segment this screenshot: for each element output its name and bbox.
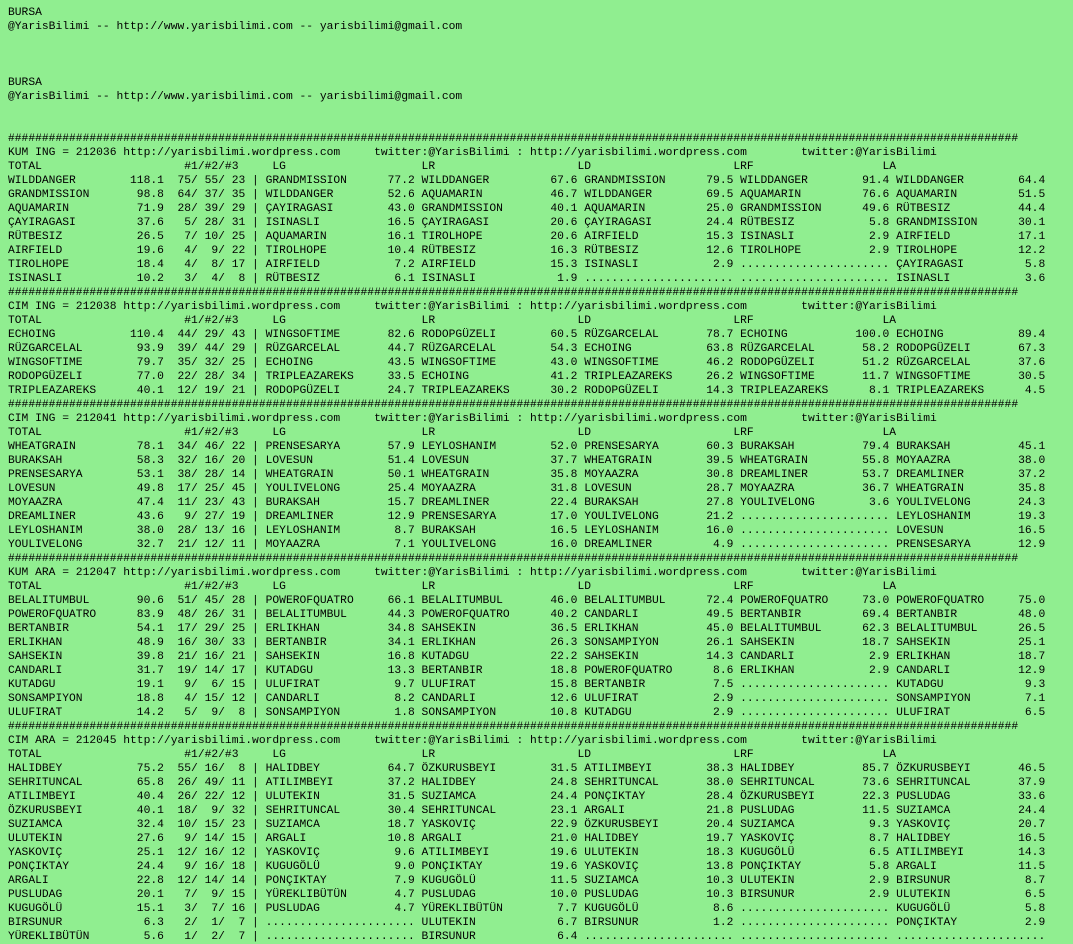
text-line: BURSA — [8, 77, 42, 89]
text-line: RODOPGÜZELI 77.0 22/ 28/ 34 | TRIPLEAZAREKS 33.5 ECHOING 41.2 TRIPLEAZAREKS 26.2 WINGSOFTIME 11.7 WINGSOFTIME 30.5 — [8, 371, 1046, 383]
text-line: YÜREKLIBÜTÜN 5.6 1/ 2/ 7 | ...................... BIRSUNUR 6.4 ...................... ...................... ...................... — [8, 931, 1046, 943]
text-line: GRANDMISSION 98.8 64/ 37/ 35 | WILDDANGER 52.6 AQUAMARIN 46.7 WILDDANGER 69.5 AQUAMARIN 76.6 AQUAMARIN 51.5 — [8, 189, 1046, 201]
text-line: TOTAL #1/#2/#3 LG LR LD LRF LA — [8, 315, 897, 327]
text-line: MOYAAZRA 47.4 11/ 23/ 43 | BURAKSAH 15.7 DREAMLINER 22.4 BURAKSAH 27.8 YOULIVELONG 3.6 YOULIVELONG 24.3 — [8, 497, 1046, 509]
text-line: SONSAMPIYON 18.8 4/ 15/ 12 | CANDARLI 8.2 CANDARLI 12.6 ULUFIRAT 2.9 ...................... SONSAMPIYON 7.1 — [8, 693, 1046, 705]
text-line — [8, 34, 1073, 48]
text-line: ##################################################################################################################################################### — [8, 287, 1019, 299]
text-line: BIRSUNUR 6.3 2/ 1/ 7 | ...................... ULUTEKIN 6.7 BIRSUNUR 1.2 ...................... PONÇIKTAY 2.9 — [8, 917, 1046, 929]
text-line: CIM ARA = 212045 http://yarisbilimi.wordpress.com twitter:@YarisBilimi : http://yarisbilimi.wordpress.com twitter:@YarisBilimi — [8, 735, 937, 747]
text-line: @YarisBilimi -- http://www.yarisbilimi.com -- yarisbilimi@gmail.com — [8, 91, 463, 103]
text-line — [8, 48, 1073, 62]
text-line: ECHOING 110.4 44/ 29/ 43 | WINGSOFTIME 82.6 RODOPGÜZELI 60.5 RÜZGARCELAL 78.7 ECHOING 100.0 ECHOING 89.4 — [8, 329, 1046, 341]
text-line — [8, 118, 1073, 132]
text-line: ÖZKURUSBEYI 40.1 18/ 9/ 32 | SEHRITUNCAL 30.4 SEHRITUNCAL 23.1 ARGALI 21.8 PUSLUDAG 11.5 SUZIAMCA 24.4 — [8, 805, 1046, 817]
text-line: CANDARLI 31.7 19/ 14/ 17 | KUTADGU 13.3 BERTANBIR 18.8 POWEROFQUATRO 8.6 ERLIKHAN 2.9 CANDARLI 12.9 — [8, 665, 1046, 677]
text-line: CIM ING = 212041 http://yarisbilimi.wordpress.com twitter:@YarisBilimi : http://yarisbilimi.wordpress.com twitter:@YarisBilimi — [8, 413, 937, 425]
text-line: RÜTBESIZ 26.5 7/ 10/ 25 | AQUAMARIN 16.1 TIROLHOPE 20.6 AIRFIELD 15.3 ISINASLI 2.9 AIRFIELD 17.1 — [8, 231, 1046, 243]
text-line: YOULIVELONG 32.7 21/ 12/ 11 | MOYAAZRA 7.1 YOULIVELONG 16.0 DREAMLINER 4.9 ...................... PRENSESARYA 12.9 — [8, 539, 1046, 551]
text-line: PUSLUDAG 20.1 7/ 9/ 15 | YÜREKLIBÜTÜN 4.7 PUSLUDAG 10.0 PUSLUDAG 10.3 BIRSUNUR 2.9 ULUTEKIN 6.5 — [8, 889, 1046, 901]
text-line: TOTAL #1/#2/#3 LG LR LD LRF LA — [8, 581, 897, 593]
text-line: ##################################################################################################################################################### — [8, 399, 1019, 411]
text-line: BURSA — [8, 7, 42, 19]
text-line: AQUAMARIN 71.9 28/ 39/ 29 | ÇAYIRAGASI 43.0 GRANDMISSION 40.1 AQUAMARIN 25.0 GRANDMISSION 49.6 RÜTBESIZ 44.4 — [8, 203, 1046, 215]
text-line: TOTAL #1/#2/#3 LG LR LD LRF LA — [8, 749, 897, 761]
text-line: HALIDBEY 75.2 55/ 16/ 8 | HALIDBEY 64.7 ÖZKURUSBEYI 31.5 ATILIMBEYI 38.3 HALIDBEY 85.7 ÖZKURUSBEYI 46.5 — [8, 763, 1046, 775]
text-line: TOTAL #1/#2/#3 LG LR LD LRF LA — [8, 427, 897, 439]
text-line: TRIPLEAZAREKS 40.1 12/ 19/ 21 | RODOPGÜZELI 24.7 TRIPLEAZAREKS 30.2 RODOPGÜZELI 14.3 TRIPLEAZAREKS 8.1 TRIPLEAZAREKS 4.5 — [8, 385, 1046, 397]
text-line: PONÇIKTAY 24.4 9/ 16/ 18 | KUGUGÖLÜ 9.0 PONÇIKTAY 19.6 YASKOVIÇ 13.8 PONÇIKTAY 5.8 ARGALI 11.5 — [8, 861, 1046, 873]
text-line: BELALITUMBUL 90.6 51/ 45/ 28 | POWEROFQUATRO 66.1 BELALITUMBUL 46.0 BELALITUMBUL 72.4 POWEROFQUATRO 73.0 POWEROFQUATRO 75.0 — [8, 595, 1046, 607]
text-line — [8, 62, 1073, 76]
text-line: ATILIMBEYI 40.4 26/ 22/ 12 | ULUTEKIN 31.5 SUZIAMCA 24.4 PONÇIKTAY 28.4 ÖZKURUSBEYI 22.3 PUSLUDAG 33.6 — [8, 791, 1046, 803]
text-line: ##################################################################################################################################################### — [8, 721, 1019, 733]
text-line: WHEATGRAIN 78.1 34/ 46/ 22 | PRENSESARYA 57.9 LEYLOSHANIM 52.0 PRENSESARYA 60.3 BURAKSAH 79.4 BURAKSAH 45.1 — [8, 441, 1046, 453]
text-line: ISINASLI 10.2 3/ 4/ 8 | RÜTBESIZ 6.1 ISINASLI 1.9 ...................... ...................... ISINASLI 3.6 — [8, 273, 1046, 285]
text-line — [8, 104, 1073, 118]
text-line: TOTAL #1/#2/#3 LG LR LD LRF LA — [8, 161, 897, 173]
text-line: TIROLHOPE 18.4 4/ 8/ 17 | AIRFIELD 7.2 AIRFIELD 15.3 ISINASLI 2.9 ...................... ÇAYIRAGASI 5.8 — [8, 259, 1046, 271]
text-line: CIM ING = 212038 http://yarisbilimi.wordpress.com twitter:@YarisBilimi : http://yarisbilimi.wordpress.com twitter:@YarisBilimi — [8, 301, 937, 313]
text-line: ARGALI 22.8 12/ 14/ 14 | PONÇIKTAY 7.9 KUGUGÖLÜ 11.5 SUZIAMCA 10.3 ULUTEKIN 2.9 BIRSUNUR 8.7 — [8, 875, 1046, 887]
text-line: BURAKSAH 58.3 32/ 16/ 20 | LOVESUN 51.4 LOVESUN 37.7 WHEATGRAIN 39.5 WHEATGRAIN 55.8 MOYAAZRA 38.0 — [8, 455, 1046, 467]
text-line: DREAMLINER 43.6 9/ 27/ 19 | DREAMLINER 12.9 PRENSESARYA 17.0 YOULIVELONG 21.2 ...................... LEYLOSHANIM 19.3 — [8, 511, 1046, 523]
text-line: SUZIAMCA 32.4 10/ 15/ 23 | SUZIAMCA 18.7 YASKOVIÇ 22.9 ÖZKURUSBEYI 20.4 SUZIAMCA 9.3 YASKOVIÇ 20.7 — [8, 819, 1046, 831]
text-line: KUGUGÖLÜ 15.1 3/ 7/ 16 | PUSLUDAG 4.7 YÜREKLIBÜTÜN 7.7 KUGUGÖLÜ 8.6 ...................... KUGUGÖLÜ 5.8 — [8, 903, 1046, 915]
text-line: @YarisBilimi -- http://www.yarisbilimi.com -- yarisbilimi@gmail.com — [8, 21, 463, 33]
text-line: KUTADGU 19.1 9/ 6/ 15 | ULUFIRAT 9.7 ULUFIRAT 15.8 BERTANBIR 7.5 ...................... KUTADGU 9.3 — [8, 679, 1046, 691]
text-line: BERTANBIR 54.1 17/ 29/ 25 | ERLIKHAN 34.8 SAHSEKIN 36.5 ERLIKHAN 45.0 BELALITUMBUL 62.3 BELALITUMBUL 26.5 — [8, 623, 1046, 635]
text-line: WINGSOFTIME 79.7 35/ 32/ 25 | ECHOING 43.5 WINGSOFTIME 43.0 WINGSOFTIME 46.2 RODOPGÜZELI 51.2 RÜZGARCELAL 37.6 — [8, 357, 1046, 369]
text-line: ULUTEKIN 27.6 9/ 14/ 15 | ARGALI 10.8 ARGALI 21.0 HALIDBEY 19.7 YASKOVIÇ 8.7 HALIDBEY 16.5 — [8, 833, 1046, 845]
text-line: WILDDANGER 118.1 75/ 55/ 23 | GRANDMISSION 77.2 WILDDANGER 67.6 GRANDMISSION 79.5 WILDDANGER 91.4 WILDDANGER 64.4 — [8, 175, 1046, 187]
text-line: ##################################################################################################################################################### — [8, 553, 1019, 565]
text-line: YASKOVIÇ 25.1 12/ 16/ 12 | YASKOVIÇ 9.6 ATILIMBEYI 19.6 ULUTEKIN 18.3 KUGUGÖLÜ 6.5 ATILIMBEYI 14.3 — [8, 847, 1046, 859]
text-line: ULUFIRAT 14.2 5/ 9/ 8 | SONSAMPIYON 1.8 SONSAMPIYON 10.8 KUTADGU 2.9 ...................... ULUFIRAT 6.5 — [8, 707, 1046, 719]
text-line: KUM ING = 212036 http://yarisbilimi.wordpress.com twitter:@YarisBilimi : http://yarisbilimi.wordpress.com twitter:@YarisBilimi — [8, 147, 937, 159]
text-line: LOVESUN 49.8 17/ 25/ 45 | YOULIVELONG 25.4 MOYAAZRA 31.8 LOVESUN 28.7 MOYAAZRA 36.7 WHEATGRAIN 35.8 — [8, 483, 1046, 495]
text-line: SAHSEKIN 39.8 21/ 16/ 21 | SAHSEKIN 16.8 KUTADGU 22.2 SAHSEKIN 14.3 CANDARLI 2.9 ERLIKHAN 18.7 — [8, 651, 1046, 663]
text-line: POWEROFQUATRO 83.9 48/ 26/ 31 | BELALITUMBUL 44.3 POWEROFQUATRO 40.2 CANDARLI 49.5 BERTANBIR 69.4 BERTANBIR 48.0 — [8, 609, 1046, 621]
text-line: ERLIKHAN 48.9 16/ 30/ 33 | BERTANBIR 34.1 ERLIKHAN 26.3 SONSAMPIYON 26.1 SAHSEKIN 18.7 SAHSEKIN 25.1 — [8, 637, 1046, 649]
text-line: KUM ARA = 212047 http://yarisbilimi.wordpress.com twitter:@YarisBilimi : http://yarisbilimi.wordpress.com twitter:@YarisBilimi — [8, 567, 937, 579]
text-line: RÜZGARCELAL 93.9 39/ 44/ 29 | RÜZGARCELAL 44.7 RÜZGARCELAL 54.3 ECHOING 63.8 RÜZGARCELAL 58.2 RODOPGÜZELI 67.3 — [8, 343, 1046, 355]
text-line: ##################################################################################################################################################### — [8, 133, 1019, 145]
text-line: AIRFIELD 19.6 4/ 9/ 22 | TIROLHOPE 10.4 RÜTBESIZ 16.3 RÜTBESIZ 12.6 TIROLHOPE 2.9 TIROLHOPE 12.2 — [8, 245, 1046, 257]
text-line: PRENSESARYA 53.1 38/ 28/ 14 | WHEATGRAIN 50.1 WHEATGRAIN 35.8 MOYAAZRA 30.8 DREAMLINER 53.7 DREAMLINER 37.2 — [8, 469, 1046, 481]
text-line: LEYLOSHANIM 38.0 28/ 13/ 16 | LEYLOSHANIM 8.7 BURAKSAH 16.5 LEYLOSHANIM 16.0 ...................... LOVESUN 16.5 — [8, 525, 1046, 537]
text-line: SEHRITUNCAL 65.8 26/ 49/ 11 | ATILIMBEYI 37.2 HALIDBEY 24.8 SEHRITUNCAL 38.0 SEHRITUNCAL 73.6 SEHRITUNCAL 37.9 — [8, 777, 1046, 789]
text-line: ÇAYIRAGASI 37.6 5/ 28/ 31 | ISINASLI 16.5 ÇAYIRAGASI 20.6 ÇAYIRAGASI 24.4 RÜTBESIZ 5.8 GRANDMISSION 30.1 — [8, 217, 1046, 229]
